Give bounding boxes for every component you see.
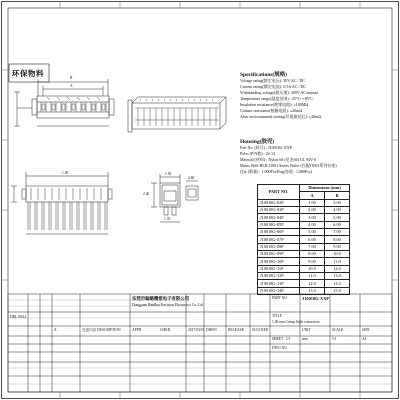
size-value: A4 (362, 337, 367, 341)
dimension-a-cell: 4.00 (300, 221, 325, 228)
part-number-cell: J10018G-14P (258, 287, 300, 294)
dimension-a-cell: 11.0 (300, 273, 325, 280)
table-row (258, 273, 350, 280)
dim-label-width1: 1.50 (165, 172, 172, 176)
dimension-a-cell: 12.0 (300, 280, 325, 287)
connector-iso-view (128, 97, 226, 132)
table-row (258, 214, 350, 221)
part-number-cell: J10018G-13P (258, 280, 300, 287)
table-row (258, 236, 350, 243)
left-tag: DRL10014 (10, 315, 27, 319)
dimension-table (257, 184, 350, 295)
drwn-label: DRWN (206, 328, 217, 332)
revision-note: 变更内容 DESCRIPTION (82, 328, 121, 332)
part-number-cell: J10018G-11P (258, 265, 300, 272)
sheet-label: SHEET (272, 337, 284, 341)
part-number-cell: J10018G-12P (258, 273, 300, 280)
table-row (258, 207, 350, 214)
housing-item-2: Material (材料) : Nylon 66 (尼龙66) UL 94V-0 (240, 157, 317, 162)
col-dims-header: Dimensions (mm) (300, 185, 350, 192)
table-row (258, 221, 350, 228)
company-name-cn: 东莞市翰略精密电子有限公司 (132, 296, 190, 301)
connector-top-view (14, 79, 114, 126)
table-row (258, 229, 350, 236)
dimension-a-cell: 10.0 (300, 265, 325, 272)
dimension-a-cell: 9.00 (300, 258, 325, 265)
spec-item-4: Insulation resistance(绝缘电阻): ≥100MΩ (240, 102, 309, 107)
housing-section (240, 137, 390, 175)
housing-item-3: Mates With HLB J1001 Series Wafer (匹配J1001系列针座) (240, 163, 337, 168)
dimension-b-cell: 12.0 (325, 265, 350, 272)
dim-label-a: A (70, 84, 73, 88)
part-number-cell: J10018G-09P (258, 251, 300, 258)
dimension-a-cell: 1.00 (300, 199, 325, 206)
appd-label: APPD (132, 328, 142, 332)
dimension-a-cell: 3.00 (300, 214, 325, 221)
housing-item-4: Q'ty (数量) : 1,000Pcs/Bag(每袋 : 1,000Pcs) (240, 169, 312, 174)
spec-item-1: Current rating(额定电流): 0.5A AC / DC (240, 84, 306, 89)
specifications-heading: Specifications(规格) (240, 72, 288, 78)
spec-item-5: Contact resistance(接触电阻): ≤20mΩ (240, 108, 303, 113)
revision-date: 2017/03/01 (188, 328, 205, 332)
dimension-table-wrap (257, 184, 350, 295)
spec-item-6: After environmental testing(环境测试后): ≤30mΩ (240, 114, 322, 119)
housing-item-0: Part No. (料号) : J10018G-XXP (240, 145, 292, 150)
title-block (8, 294, 392, 392)
dimension-a-cell: 7.00 (300, 243, 325, 250)
housing-item-1: Poles (P/N数) : 02-14 (240, 151, 275, 156)
dimension-table-body (258, 199, 350, 294)
dimension-b-cell: 10.0 (325, 251, 350, 258)
table-row (258, 287, 350, 294)
dim-label-depth: 1.35 (164, 217, 171, 221)
sheet-value: 1/1 (286, 337, 291, 341)
company-name-en: Dongguan HanBao Precision Electronics Co.,Ltd (132, 303, 203, 307)
scale-label: SCALE (332, 328, 344, 332)
dimension-b-cell: 7.00 (325, 229, 350, 236)
spec-item-0: Voltage rating(额定电压): 30V AC / DC (240, 78, 306, 83)
unit-label: UNIT (302, 328, 311, 332)
housing-heading: Housing(胶壳) (240, 139, 275, 145)
dimension-b-cell: 9.00 (325, 243, 350, 250)
dimension-a-cell: 8.00 (300, 251, 325, 258)
dimension-a-cell: 13.0 (300, 287, 325, 294)
part-number-cell: J10018G-08P (258, 243, 300, 250)
dimension-b-cell: 13.0 (325, 273, 350, 280)
part-number-cell: J10018G-03P (258, 207, 300, 214)
col-part-header: PART NO. (258, 185, 300, 200)
connector-front-view (11, 172, 112, 234)
ecn-status: RELEASE (228, 328, 244, 332)
dwg-no-label: DWG NO. (272, 346, 288, 350)
col-a-header: A (300, 192, 325, 199)
size-label: SIZE (362, 328, 370, 332)
table-row (258, 199, 350, 206)
table-row (258, 251, 350, 258)
dimension-b-cell: 8.00 (325, 236, 350, 243)
table-row (258, 258, 350, 265)
chkd-label: CHKD (160, 328, 171, 332)
dimension-b-cell: 4.00 (325, 207, 350, 214)
dimension-b-cell: 5.00 (325, 214, 350, 221)
part-number-cell: J10018G-02P (258, 199, 300, 206)
part-no-label: PART NO. (272, 296, 288, 300)
table-row (258, 265, 350, 272)
dim-label-pitch: 1.00 (62, 171, 69, 175)
dim-label-width2: 2.60 (188, 176, 195, 180)
unit-value: mm (302, 337, 308, 341)
part-number-cell: J10018G-04P (258, 214, 300, 221)
revision-letter: A (54, 328, 57, 332)
dim-label-height: 2.40 (143, 192, 150, 196)
succeed-label: SUCCEED (252, 328, 269, 332)
title-value: 1.00 mm Crimp Style connectors (272, 320, 320, 324)
spec-item-2: Withstanding voltage(耐压值): 200V AC/minute (240, 90, 319, 95)
table-row (258, 243, 350, 250)
spec-item-3: Temperature range(温度范围): -25°C~+85°C (240, 96, 314, 101)
scale-value: 5:1 (332, 337, 337, 341)
part-number-cell: J10018G-10P (258, 258, 300, 265)
dim-label-b: B (70, 76, 73, 80)
dimension-a-cell: 6.00 (300, 236, 325, 243)
connector-side-view (151, 174, 198, 222)
part-number-cell: J10018G-07P (258, 236, 300, 243)
dimension-a-cell: 5.00 (300, 229, 325, 236)
dimension-b-cell: 6.00 (325, 221, 350, 228)
table-row (258, 280, 350, 287)
dimension-a-cell: 2.00 (300, 207, 325, 214)
part-number-cell: J10018G-05P (258, 221, 300, 228)
dimension-b-cell: 3.00 (325, 199, 350, 206)
col-b-header: B (325, 192, 350, 199)
environmental-label: 环保物料 (12, 69, 44, 78)
title-label: TITLE (272, 314, 282, 318)
part-no-value: J10018G-XXP (302, 296, 330, 301)
dimension-b-cell: 14.0 (325, 280, 350, 287)
specifications-section (240, 70, 390, 120)
dimension-b-cell: 11.0 (325, 258, 350, 265)
dimension-b-cell: 15.0 (325, 287, 350, 294)
part-number-cell: J10018G-06P (258, 229, 300, 236)
